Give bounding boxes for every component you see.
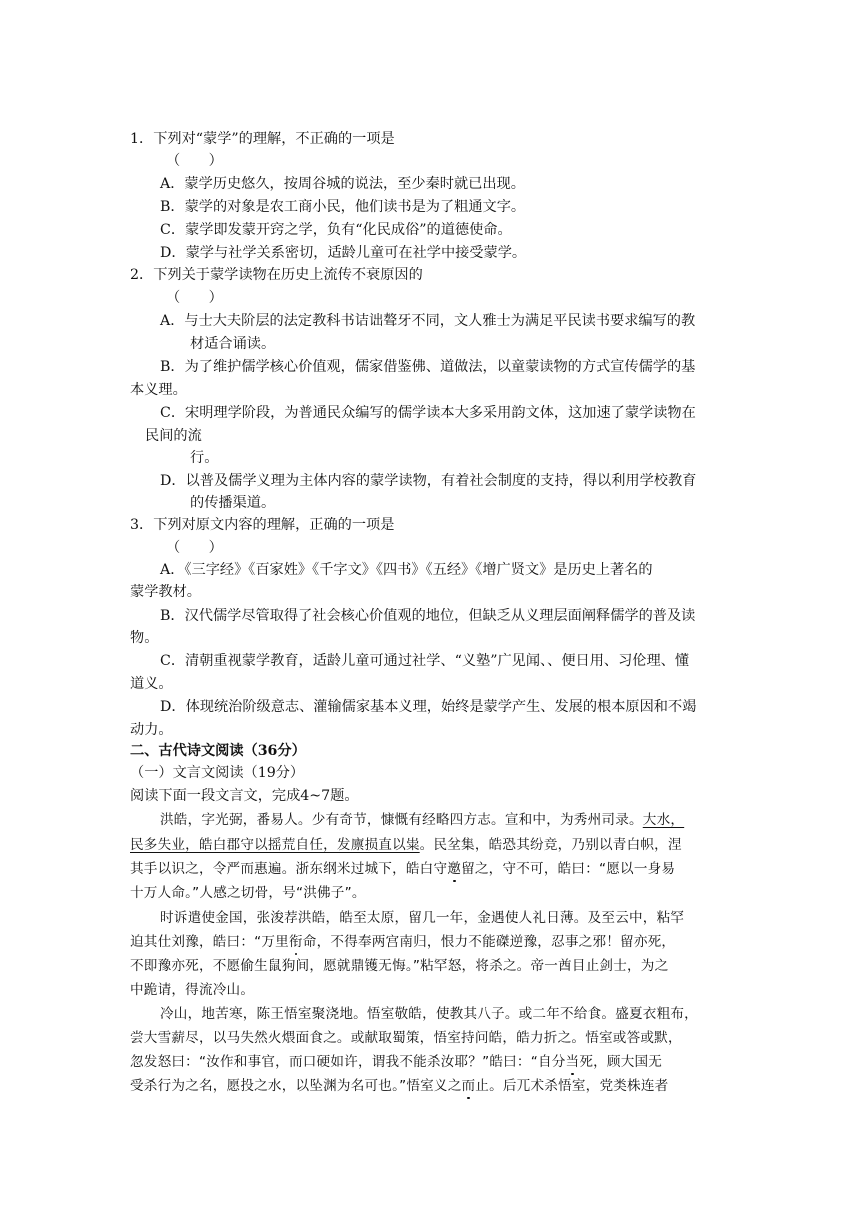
q1-stem: 1．下列对“蒙学”的理解，不正确的一项是 — [130, 131, 395, 147]
section-title: 二、古代诗文阅读（36分） — [130, 743, 306, 759]
q1-option-b: B．蒙学的对象是农工商小民，他们读书是为了粗通文字。 — [160, 199, 526, 215]
section-instruction: 阅读下面一段文言文，完成4~7题。 — [130, 788, 359, 804]
q2-option-a-line2: 材适合诵读。 — [190, 336, 276, 352]
passage-line: 中跪请，得流冷山。 — [130, 982, 255, 998]
passage-text: 洪皓，字光弼，番易人。少有奇节，慷慨有经略四方志。宣和中，为秀州司录。 — [160, 812, 643, 828]
dotted-char: 衔 — [288, 934, 303, 950]
q3-option-a-line2: 蒙学教材。 — [130, 584, 201, 600]
q2-option-b-line1: B．为了维护儒学核心价值观，儒家借鉴佛、道做法，以童蒙读物的方式宣传儒学的基 — [160, 359, 696, 375]
dotted-char: 邀 — [447, 861, 462, 877]
q1-answer-paren: （ ） — [166, 153, 223, 169]
underlined-text: 大水， — [642, 812, 685, 828]
dotted-char: 当 — [565, 1054, 580, 1070]
section-subtitle: （一）文言文阅读（19分） — [130, 765, 305, 781]
q3-answer-paren: （ ） — [166, 540, 223, 556]
q3-option-c-line1: C．清朝重视蒙学教育，适龄儿童可通过社学、“义塾”广见闻、、便日用、习伦理、懂 — [160, 653, 690, 669]
passage-text: 迫其仕刘豫，皓曰：“万里 — [130, 934, 289, 950]
q2-option-c-line3: 行。 — [190, 450, 219, 466]
q3-option-d-line2: 动力。 — [130, 722, 173, 738]
q3-option-c-line2: 道义。 — [130, 676, 173, 692]
q2-option-a-line1: A．与士大夫阶层的法定教科书诘诎聱牙不同，文人雅士为满足平民读书要求编写的教 — [160, 313, 696, 329]
passage-line — [130, 1052, 662, 1072]
passage-text: 其手以识之，令严而惠遍。浙东纲米过城下，皓白守 — [130, 861, 448, 877]
q1-option-d: D．蒙学与社学关系密切，适龄儿童可在社学中接受蒙学。 — [160, 245, 527, 261]
passage-text: 止。后兀术杀悟室，党类株连者 — [475, 1078, 669, 1094]
q2-stem: 2．下列关于蒙学读物在历史上流传不衰原因的 — [130, 267, 423, 283]
passage-line: 时诉遣使金国，张浚荐洪皓，皓至太原，留几一年，金遇使人礼日薄。及至云中，粘罕 — [160, 910, 685, 926]
q3-option-b-line1: B．汉代儒学尽管取得了社会核心价值观的地位，但缺乏从义理层面阐释儒学的普及读 — [160, 608, 696, 624]
q3-option-d-line1: D．体现统治阶级意志、灌输儒家基本义理，始终是蒙学产生、发展的根本原因和不竭 — [160, 699, 697, 715]
passage-line: 冷山，地苦寒，陈王悟室聚浇地。悟室敬皓，使教其八子。或二年不给食。盛夏衣粗布， — [160, 1006, 698, 1022]
q2-option-b-line2: 本义理。 — [130, 382, 187, 398]
passage-line — [130, 835, 682, 855]
passage-line: 十万人命。”人感之切骨，号“洪佛子”。 — [130, 885, 366, 901]
q1-option-a: A．蒙学历史悠久，按周谷城的说法，至少秦时就已出现。 — [160, 176, 525, 192]
passage-line — [130, 932, 675, 952]
passage-text: 死，顾大国无 — [579, 1054, 663, 1070]
q1-option-c: C．蒙学即发蒙开窍之学，负有“化民成俗”的道德使命。 — [160, 222, 512, 238]
q3-option-a-line1: A．《三字经》《百家姓》《千字文》《四书》《五经》《增广贤文》是历史上著名的 — [160, 562, 653, 578]
passage-line: 不即豫亦死，不愿偷生鼠狗间，愿就鼎镬无悔。”粘罕怒，将杀之。帝一酋目止剑士，为之 — [130, 958, 669, 974]
passage-text: 命，不得奉两宫南归，恨力不能磔逆豫，忍事之邪！留亦死， — [302, 934, 676, 950]
passage-line — [130, 1076, 668, 1096]
q2-option-c-line1: C．宋明理学阶段，为普通民众编写的儒学读本大多采用韵文体，这加速了蒙学读物在 — [160, 405, 696, 421]
q3-stem: 3．下列对原文内容的理解，正确的一项是 — [130, 517, 395, 533]
passage-text: 。民坌集，皓恐其纷竞，乃别以青白帜，涅 — [419, 837, 682, 853]
q2-option-d-line2: 的传播渠道。 — [190, 495, 276, 511]
dotted-char: 而 — [461, 1078, 476, 1094]
passage-line — [160, 810, 684, 830]
passage-line — [130, 859, 675, 879]
passage-text: 忽发怒曰：“汝作和事官，而口硬如许，谓我不能杀汝耶？”皓曰：“自分 — [130, 1054, 566, 1070]
underlined-text: 民多失业，皓白郡守以摇荒自任，发廪损直以粜 — [130, 837, 420, 853]
q2-answer-paren: （ ） — [166, 290, 223, 306]
q3-option-b-line2: 物。 — [130, 630, 159, 646]
passage-text: 受杀行为之名，愿投之水，以坠渊为名可也。”悟室义之 — [130, 1078, 462, 1094]
passage-line: 尝大雪薪尽，以马失然火煨面食之。或献取蜀策，悟室持问皓，皓力折之。悟室或答或默， — [130, 1030, 682, 1046]
passage-text: 留之，守不可，皓曰：“愿以一身易 — [461, 861, 676, 877]
q2-option-c-line2: 民间的流 — [145, 428, 202, 444]
q2-option-d-line1: D．以普及儒学义理为主体内容的蒙学读物，有着社会制度的支持，得以利用学校教育 — [160, 473, 697, 489]
